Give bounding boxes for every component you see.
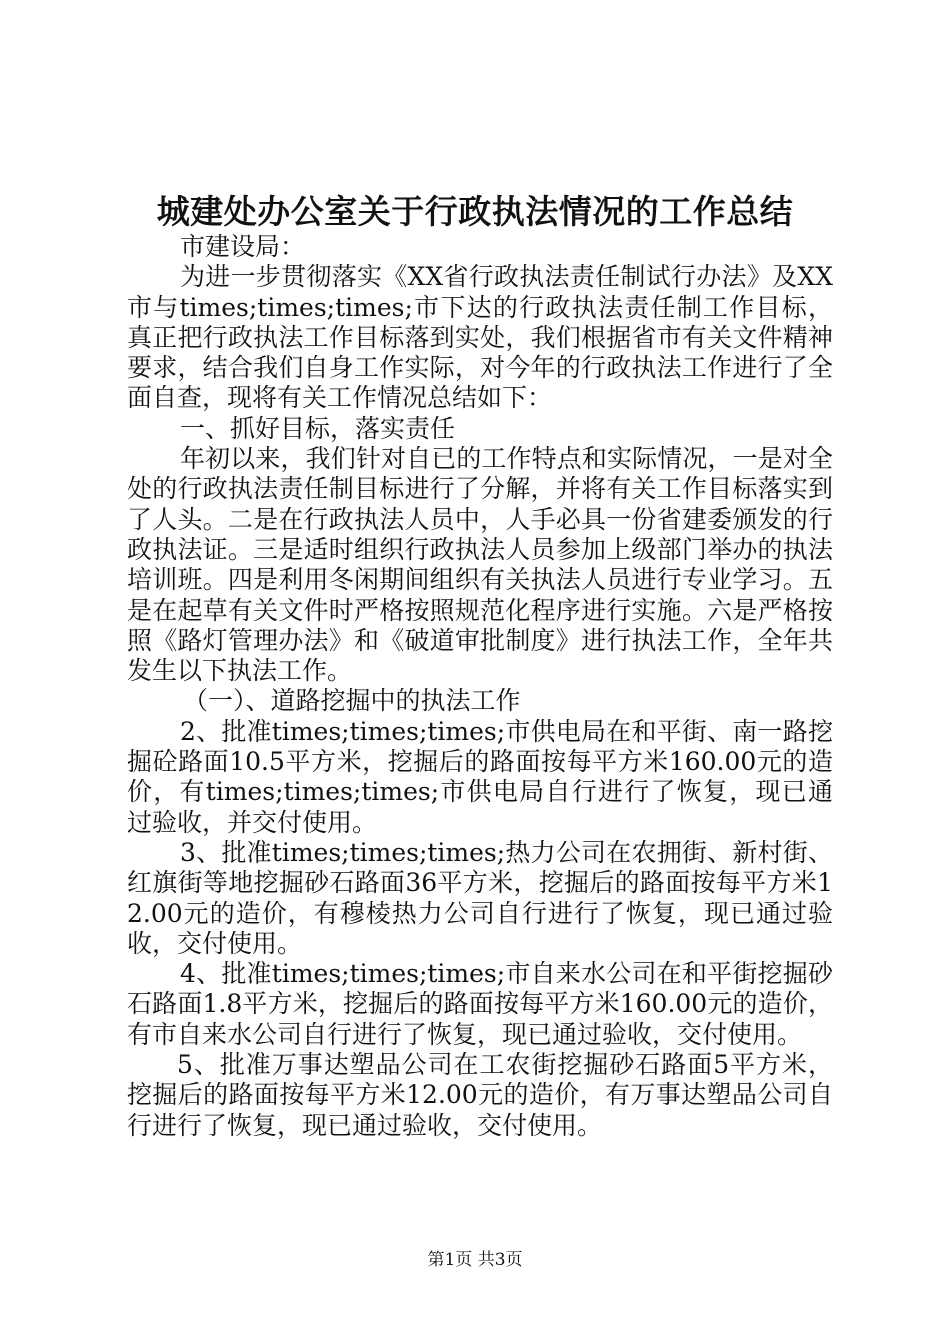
list-item-5: 5、批准万事达塑品公司在工农街挖掘砂石路面5平方米，挖掘后的路面按每平方米12.00元的造价，有万事达塑品公司自行进行了恢复，现已通过验收，交付使用。	[127, 1050, 833, 1140]
intro-paragraph: 为进一步贯彻落实《XX省行政执法责任制试行办法》及XX市与times;times;times;市下达的行政执法责任制工作目标，真正把行政执法工作目标落到实处，我们根据省市有关文件精神要求，结合我们自身工作实际，对今年的行政执法工作进行了全面自查，现将有关工作情况总结如下：	[127, 262, 833, 413]
list-item-2: 2、批准times;times;times;市供电局在和平街、南一路挖掘砼路面10.5平方米，挖掘后的路面按每平方米160.00元的造价，有times;times;times;市供电局自行进行了恢复，现已通过验收，并交付使用。	[127, 716, 833, 837]
document-body	[127, 232, 833, 1141]
list-item-4: 4、批准times;times;times;市自来水公司在和平街挖掘砂石路面1.8平方米，挖掘后的路面按每平方米160.00元的造价，有市自来水公司自行进行了恢复，现已通过验收，交付使用。	[127, 959, 833, 1049]
page-footer: 第1页 共3页	[427, 1250, 523, 1270]
list-item-3: 3、批准times;times;times;热力公司在农拥街、新村街、红旗街等地挖掘砂石路面36平方米，挖掘后的路面按每平方米12.00元的造价，有穆棱热力公司自行进行了恢复，现已通过验收，交付使用。	[127, 837, 833, 958]
salutation: 市建设局：	[180, 232, 306, 261]
section-heading-1: 一、抓好目标，落实责任	[180, 413, 456, 443]
document-title: 城建处办公室关于行政执法情况的工作总结	[156, 192, 794, 231]
paragraph-1: 年初以来，我们针对自已的工作特点和实际情况，一是对全处的行政执法责任制目标进行了分解，并将有关工作目标落实到了人头。二是在行政执法人员中，人手必具一份省建委颁发的行政执法证。三是适时组织行政执法人员参加上级部门举办的执法培训班。四是利用冬闲期间组织有关执法人员进行专业学习。五是在起草有关文件时严格按照规范化程序进行实施。六是严格按照《路灯管理办法》和《破道审批制度》进行执法工作，全年共发生以下执法工作。	[127, 444, 833, 686]
subsection-heading-1: （一）、道路挖掘中的执法工作	[183, 686, 521, 716]
